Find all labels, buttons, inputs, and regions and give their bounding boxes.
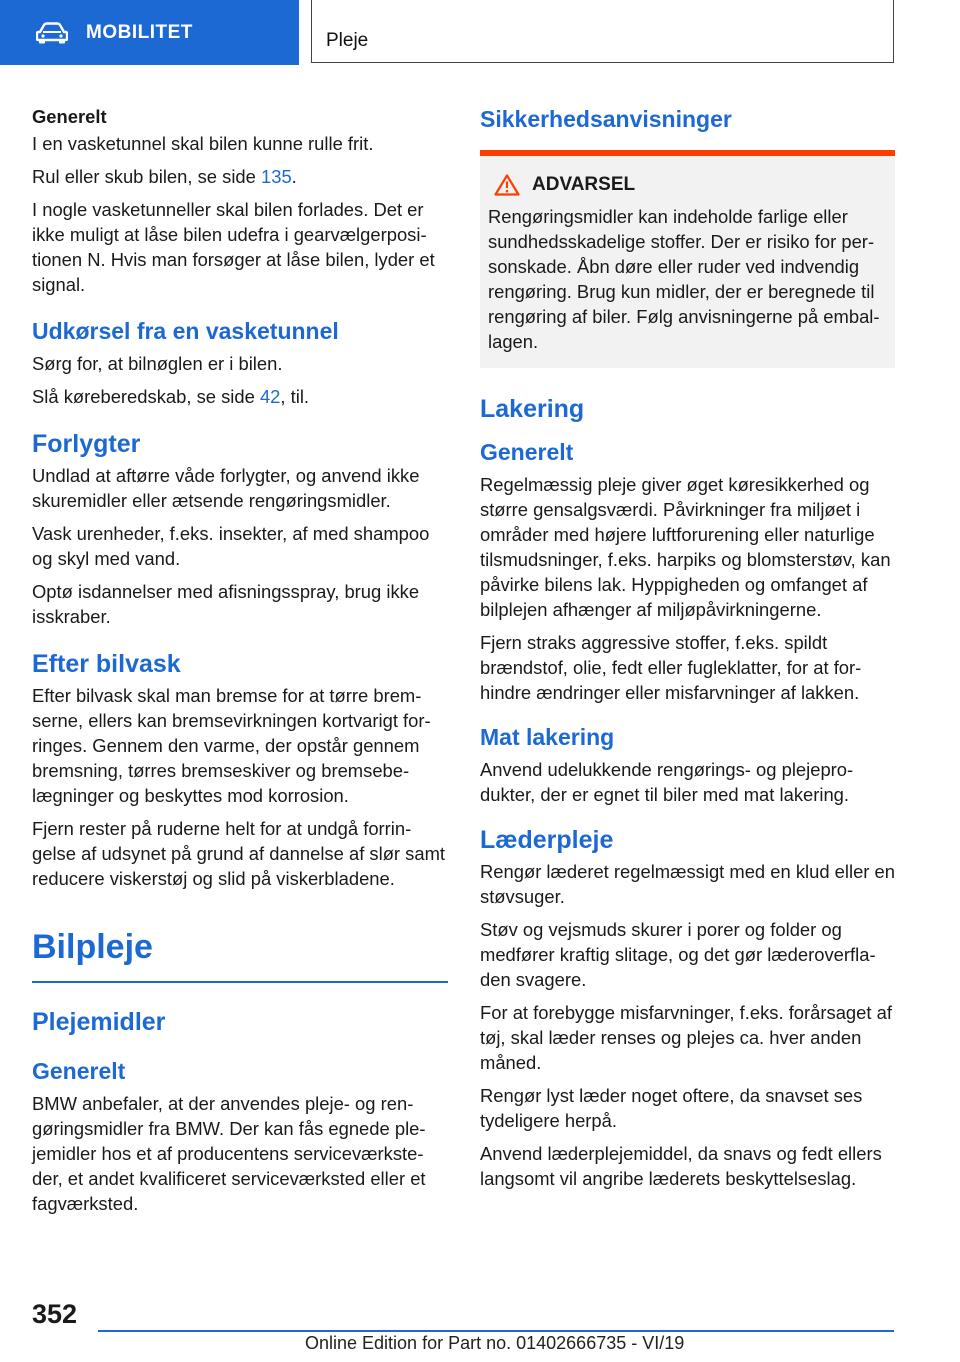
heading-efter-bilvask: Efter bilvask [32,650,181,678]
paragraph: Undlad at aftørre våde forlygter, og anvend ikke skuremidler eller ætsende rengøringsmidler. [32,465,420,511]
paragraph: I nogle vasketunneller skal bilen forlades. Det er ikke muligt at låse bilen udefra i gearvælgerpositionen N. Hvis man forsøger at låse bilen, lyder et signal. [32,199,435,295]
warning-label: ADVARSEL [532,174,636,195]
heading-mat-lakering: Mat lakering [480,724,615,750]
heading-laederpleje: Læderpleje [480,826,614,854]
page-number: 352 [32,1299,78,1329]
right-column [480,100,895,1199]
heading-rule [32,981,448,983]
warning-text: Rengøringsmidler kan indeholde farlige eller sundhedsskadelige stoffer. Der er risiko for personskade. Åbn døre eller ruder ved indvendig rengøring. Brug kun midler, der er beregnede til rengøring af biler. Følg anvisningerne på emballagen. [488,206,880,352]
paragraph [32,384,448,409]
warning-triangle-icon [494,174,520,196]
paragraph: I en vasketunnel skal bilen kunne rulle frit. [32,133,374,154]
page-link-42[interactable]: 42 [259,386,281,407]
heading-forlygter: Forlygter [32,430,141,458]
heading-udkoersel: Udkørsel fra en vasketunnel [32,318,339,344]
text: , til. [280,386,310,407]
page-link-135[interactable]: 135 [260,166,292,187]
section-title: MOBILITET [86,21,193,43]
heading-plejemidler: Plejemidler [32,1008,166,1036]
paragraph [32,164,448,189]
paragraph: Anvend læderplejemiddel, da snavs og fedt ellers langsomt vil angribe læderets beskyttelseslag. [480,1143,882,1189]
warning-box [480,150,895,368]
paragraph: BMW anbefaler, at der anvendes pleje- og rengøringsmidler fra BMW. Der kan fås egnede plejemidler hos et af producentens serviceværksteder, et andet kvalificeret serviceværksted eller et fagværksted. [32,1093,426,1214]
paragraph: Støv og vejsmuds skurer i porer og folder og medfører kraftig slitage, og det gør læderoverfladen svagere. [480,919,876,990]
paragraph: Regelmæssig pleje giver øget køresikkerhed og større gensalgsværdi. Påvirkninger fra miljøet i områder med højere luftforurening eller naturlige tilsmudsninger, f.eks. harpiks og blomsterstøv, kan påvirke bilens lak. Hyppigheden og omfanget af bilplejen afhænger af miljøpåvirkningerne. [480,474,891,620]
heading-generelt: Generelt [480,439,574,465]
chapter-title: Pleje [326,30,369,51]
text: Rul eller skub bilen, se side [32,166,261,187]
paragraph: Optø isdannelser med afisningsspray, brug ikke isskraber. [32,581,420,627]
text: . [291,166,297,187]
paragraph: Fjern straks aggressive stoffer, f.eks. spildt brændstof, olie, fedt eller fugleklatter, for at forhindre ændringer eller misfarvninger af lakken. [480,632,862,703]
heading-generelt: Generelt [32,106,107,127]
heading-bilpleje: Bilpleje [32,928,153,966]
chapter-header [311,0,894,63]
heading-generelt: Generelt [32,1058,126,1084]
paragraph: Vask urenheder, f.eks. insekter, af med shampoo og skyl med vand. [32,523,430,569]
section-tab [0,0,299,65]
left-column [32,100,448,1224]
paragraph: Efter bilvask skal man bremse for at tørre bremserne, ellers kan bremsevirkningen kortvarigt forringes. Gennem den varme, der opstår gennem bremsning, tørres bremseskiver og bremsebelægninger og beskyttes mod korrosion. [32,685,431,806]
car-icon [36,22,68,44]
paragraph: Anvend udelukkende rengørings- og plejeprodukter, der er egnet til biler med mat lakering. [480,759,854,805]
text: Slå køreberedskab, se side [32,386,260,407]
paragraph: Rengør lyst læder noget oftere, da snavset ses tydeligere herpå. [480,1085,863,1131]
paragraph: Fjern rester på ruderne helt for at undgå forringelse af udsynet på grund af dannelse af slør samt reducere viskerstøj og slid på viskerbladene. [32,818,446,889]
heading-sikkerhedsanvisninger: Sikkerhedsanvisninger [480,106,732,132]
paragraph: Rengør læderet regelmæssigt med en klud eller en støvsuger. [480,861,896,907]
paragraph: Sørg for, at bilnøglen er i bilen. [32,353,283,374]
paragraph: For at forebygge misfarvninger, f.eks. forårsaget af tøj, skal læder renses og plejes ca. hver anden måned. [480,1002,892,1073]
warning-header [488,174,887,196]
footer-rule [98,1330,894,1332]
edition-note: Online Edition for Part no. 01402666735 - VI/19 [305,1333,685,1353]
heading-lakering: Lakering [480,395,585,423]
